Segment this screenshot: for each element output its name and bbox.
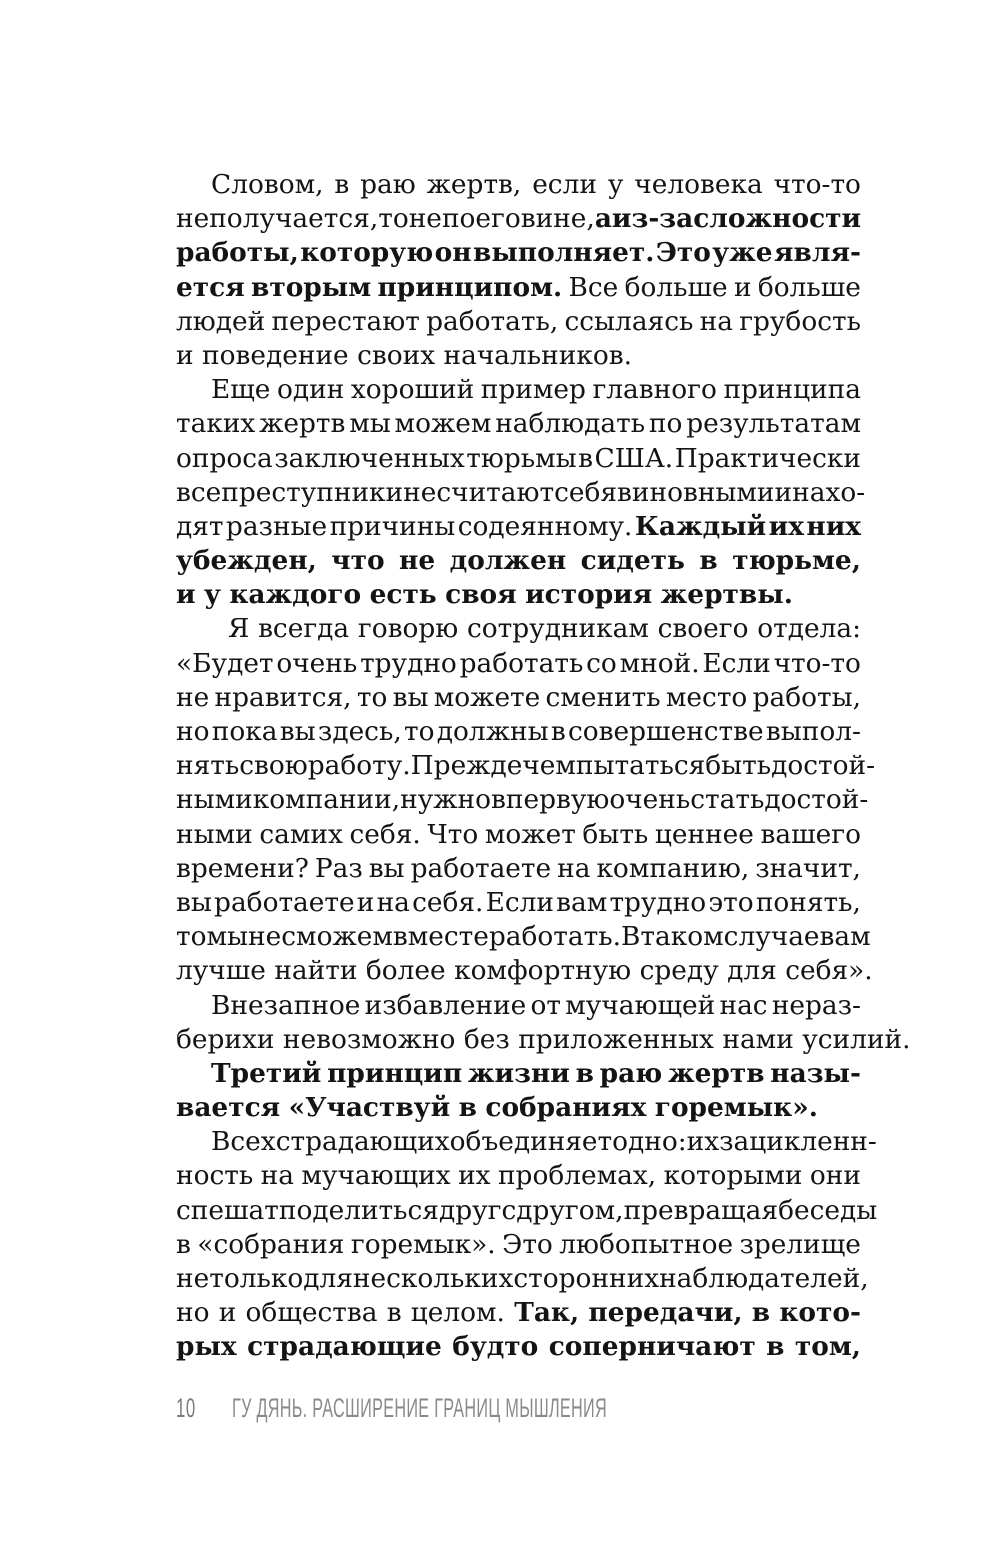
text-line (176, 202, 861, 236)
page-number: 10 (176, 1392, 196, 1423)
word: другом, (516, 1194, 624, 1226)
word: себя. (349, 818, 421, 850)
bold-word: соперничают (548, 1331, 756, 1363)
word: что-то (773, 647, 861, 679)
word: сторонних (513, 1263, 660, 1294)
word: нераз- (771, 989, 861, 1021)
word: перестают (271, 305, 420, 337)
word: место (665, 681, 748, 713)
word: вы (176, 886, 212, 918)
word: их (458, 1160, 491, 1192)
word: Всех (211, 1126, 276, 1158)
bold-word: жертвы. (660, 579, 793, 611)
word: таких (176, 408, 256, 440)
word: лучше (176, 955, 266, 987)
word: мной. (619, 647, 700, 679)
word: достой- (771, 750, 876, 782)
word: Если (485, 886, 554, 918)
word: «собрания (197, 1228, 345, 1260)
word: приложенных (518, 1023, 714, 1055)
bold-word: том, (794, 1331, 861, 1363)
word: страдающих (275, 1126, 450, 1158)
word: это (708, 886, 754, 918)
word: США. (594, 442, 674, 474)
word: без (463, 1023, 510, 1055)
bold-word: страдающие (247, 1331, 442, 1363)
word: В (621, 921, 641, 953)
word: не (248, 921, 282, 953)
bold-word: Это (655, 237, 711, 269)
word: очень (276, 647, 358, 679)
bold-word: убежден, (176, 545, 317, 577)
bold-word: работы, (176, 237, 299, 269)
word: их (686, 1126, 720, 1158)
word: компанию, (596, 852, 750, 884)
word: Раз (314, 852, 363, 884)
word: нравится, (214, 681, 352, 713)
bold-word: в (766, 1331, 785, 1363)
word: в (550, 716, 566, 747)
word: считают (436, 476, 555, 508)
word: и (774, 476, 793, 508)
word: превращая (623, 1194, 779, 1226)
word: и (218, 1297, 237, 1329)
text-line (176, 715, 861, 749)
text-line (176, 1262, 869, 1296)
word: и (356, 886, 375, 918)
bold-word: вторым (251, 271, 372, 303)
word: ность (176, 1160, 254, 1192)
bold-word: раю (599, 1057, 663, 1089)
word: значит, (755, 852, 861, 884)
word: сможем (281, 921, 393, 953)
word: нескольких (352, 1263, 514, 1294)
word: раю (360, 169, 416, 200)
word: усилий. (802, 1023, 911, 1055)
word: работу. (307, 750, 411, 782)
text-line (176, 1125, 877, 1159)
word: наблюдать (495, 408, 646, 440)
word: объединяет (449, 1126, 613, 1158)
word: самих (259, 818, 343, 850)
word: мучающей (565, 989, 716, 1021)
bold-word: принцип (327, 1057, 463, 1089)
bold-word: выполняет. (472, 237, 655, 269)
word: поведение (202, 339, 349, 371)
bold-word: сидеть (580, 545, 685, 577)
word: себя. (412, 886, 484, 918)
word: вине, (520, 203, 595, 235)
bold-word: у (204, 579, 221, 611)
word: своих (357, 339, 436, 371)
bold-word: в (699, 545, 718, 577)
word: от (530, 989, 562, 1021)
word: поделиться (278, 1194, 439, 1226)
word: пример (480, 374, 586, 406)
bold-word: ется (176, 271, 245, 303)
word: в (491, 784, 506, 816)
text-line (176, 647, 861, 681)
word: понять, (755, 886, 861, 918)
word: трудно (360, 647, 457, 679)
word: говорю (357, 613, 459, 645)
bold-word: уже (712, 237, 773, 269)
word: времени? (176, 852, 309, 884)
word: Еще (211, 374, 271, 406)
word: у (607, 169, 624, 200)
word: таком (640, 921, 724, 953)
page-footer (176, 1388, 857, 1428)
word: то (378, 203, 409, 235)
word: ными (176, 818, 253, 850)
word: можем (394, 408, 492, 440)
word: нять (176, 750, 240, 782)
word: друг (438, 1194, 502, 1226)
word: зацикленн- (719, 1126, 877, 1158)
word: содеянному. (457, 510, 633, 542)
text-line (176, 407, 861, 441)
word: но (176, 716, 210, 747)
text-line (176, 305, 861, 339)
bold-word: в (575, 1057, 594, 1089)
word: горемык». (350, 1228, 496, 1260)
bold-word: не (399, 545, 436, 577)
text-line (176, 578, 861, 612)
bold-word: тюрьме, (732, 545, 861, 577)
word: на (376, 886, 410, 918)
body-text (176, 168, 911, 1365)
text-line (176, 886, 861, 920)
word: проблемах, (497, 1160, 657, 1192)
word: принципа (723, 374, 861, 406)
word: ными (176, 784, 253, 816)
word: выпол- (765, 716, 861, 747)
text-line (176, 1296, 861, 1330)
word: хороший (350, 374, 475, 406)
word: случае (723, 921, 820, 953)
bold-word: кото- (779, 1297, 861, 1329)
word: не (403, 476, 437, 508)
text-line (176, 1194, 878, 1228)
word: они (809, 1160, 861, 1192)
word: со (586, 647, 617, 679)
text-line (176, 1159, 861, 1193)
word: не (176, 681, 210, 713)
word: наблюдателей, (659, 1263, 869, 1294)
bold-word: Каждый (634, 510, 767, 542)
word: вам (556, 886, 608, 918)
word: для (727, 955, 777, 987)
bold-word: которую (300, 237, 434, 269)
text-line (176, 1228, 861, 1262)
word: любопытное (559, 1228, 734, 1260)
word: достой- (764, 784, 869, 816)
bold-word: жертв (667, 1057, 765, 1089)
word: Внезапное (211, 989, 361, 1021)
word: нахо- (792, 476, 866, 508)
bold-word: есть (369, 579, 437, 611)
word: то (176, 921, 207, 953)
word: в (386, 1297, 402, 1329)
bold-word: должен (449, 545, 567, 577)
word: Это (502, 1228, 553, 1260)
bold-word: их (768, 510, 804, 542)
word: главного (592, 374, 717, 406)
word: можете (433, 681, 541, 713)
word: не (176, 1263, 210, 1294)
word: один (277, 374, 345, 406)
word: быть (705, 750, 772, 782)
word: грубость (739, 305, 861, 337)
text-line (176, 544, 861, 578)
word: вы (392, 681, 429, 713)
word: себя». (785, 955, 873, 987)
bold-word: передачи, (588, 1297, 743, 1329)
text-line (176, 852, 861, 886)
word: себя (554, 476, 618, 508)
text-line (176, 510, 861, 544)
bold-word: рых (176, 1331, 237, 1363)
bold-word: Третий (211, 1057, 322, 1089)
word: первую (505, 784, 610, 816)
text-line (176, 954, 873, 988)
word: общества (245, 1297, 378, 1329)
text-line (176, 271, 861, 305)
text-line (176, 1057, 861, 1091)
word: нас (719, 989, 768, 1021)
word: совершенстве (568, 716, 764, 747)
text-line (176, 339, 861, 373)
word: беседы (778, 1194, 878, 1226)
word: на (557, 852, 591, 884)
word: здесь, (317, 716, 402, 747)
word: тюрьмы (466, 442, 577, 474)
word: которыми (663, 1160, 803, 1192)
text-line (176, 749, 876, 783)
word: работаете (214, 886, 355, 918)
word: по (648, 408, 683, 440)
word: мы (349, 408, 391, 440)
bold-word: них (806, 510, 861, 542)
text-line (176, 168, 861, 202)
word: вы (279, 716, 316, 747)
word: дят (176, 510, 224, 542)
word: Я (228, 613, 250, 645)
bold-word: и (176, 579, 196, 611)
word: сменить (545, 681, 661, 713)
text-line (176, 236, 861, 270)
bold-word: а (594, 203, 612, 235)
bold-word: будто (452, 1331, 539, 1363)
word: Словом, (211, 169, 324, 200)
word: если (532, 169, 597, 200)
word: в (334, 169, 350, 200)
word: стать (690, 784, 765, 816)
word: сотрудникам (467, 613, 649, 645)
word: на (699, 305, 733, 337)
word: и (176, 339, 194, 371)
word: но (176, 1297, 210, 1329)
word: Все (568, 271, 619, 303)
word: людей (176, 305, 266, 337)
word: больше (757, 271, 861, 303)
word: начальников. (443, 339, 632, 371)
word: чем (522, 750, 576, 782)
word: невозможно (282, 1023, 456, 1055)
word: должны (436, 716, 549, 747)
bold-word: из-за (611, 203, 694, 235)
word: трудно (609, 886, 707, 918)
word: человека (634, 169, 763, 200)
text-line (176, 818, 861, 852)
word: работаете (410, 852, 552, 884)
word: быть (582, 818, 649, 850)
word: избавление (364, 989, 527, 1021)
word: нужно (400, 784, 491, 816)
text-line (176, 1023, 911, 1057)
word: компании, (252, 784, 401, 816)
bold-word: сложности (693, 203, 862, 235)
word: работать (459, 647, 584, 679)
text-line (176, 1091, 861, 1125)
word: спешат (176, 1194, 279, 1226)
word: Если (702, 647, 771, 679)
word: на (260, 1160, 294, 1192)
word: его (475, 203, 521, 235)
word: то (356, 681, 388, 713)
word: Прежде (410, 750, 523, 782)
word: вместе (392, 921, 489, 953)
word: работать. (488, 921, 622, 953)
word: больше (624, 271, 728, 303)
text-line (176, 989, 861, 1023)
bold-word: собраниях (485, 1092, 647, 1124)
bold-word: что (331, 545, 385, 577)
word: мучающих (301, 1160, 451, 1192)
text-line (176, 373, 861, 407)
running-title: ГУ ДЯНЬ. РАСШИРЕНИЕ ГРАНИЦ МЫШЛЕНИЯ (232, 1392, 607, 1423)
word: не (408, 203, 442, 235)
text-line (176, 783, 869, 817)
word: пока (211, 716, 278, 747)
word: найти (274, 955, 358, 987)
word: в (176, 1228, 191, 1260)
bold-word: горемык». (654, 1092, 818, 1124)
word: Что (427, 818, 479, 850)
word: более (365, 955, 446, 987)
word: Практически (674, 442, 861, 474)
word: среду (639, 955, 719, 987)
word: ссылаясь (564, 305, 694, 337)
bold-word: история (525, 579, 653, 611)
bold-word: он (434, 237, 472, 269)
word: только (209, 1263, 304, 1294)
word: что-то (773, 169, 861, 200)
text-line (176, 920, 871, 954)
text-line (176, 442, 861, 476)
word: опроса (176, 442, 273, 474)
word: всегда (258, 613, 350, 645)
bold-word: каждого (229, 579, 362, 611)
word: одно: (612, 1126, 687, 1158)
word: мы (206, 921, 249, 953)
bold-word: явля- (774, 237, 861, 269)
word: и (733, 271, 752, 303)
word: виновными (617, 476, 775, 508)
bold-word: «Участвуй (288, 1092, 451, 1124)
bold-word: Так, (514, 1297, 580, 1329)
bold-word: в (458, 1092, 477, 1124)
word: вашего (760, 818, 861, 850)
word: очень (609, 784, 691, 816)
bold-word: принципом. (377, 271, 563, 303)
word: работы, (752, 681, 861, 713)
word: в (578, 442, 594, 474)
bold-word: назы- (770, 1057, 861, 1089)
text-line (176, 1330, 861, 1364)
word: ценнее (654, 818, 754, 850)
word: причины (329, 510, 456, 542)
word: заключенных (274, 442, 465, 474)
word: свою (239, 750, 308, 782)
text-line (176, 612, 861, 646)
word: комфортную (454, 955, 632, 987)
word: то (404, 716, 435, 747)
word: своего (657, 613, 749, 645)
bold-word: жизни (467, 1057, 570, 1089)
word: жертв, (426, 169, 522, 200)
word: берихи (176, 1023, 275, 1055)
word: зрелище (739, 1228, 861, 1260)
word: по (441, 203, 476, 235)
word: работать, (426, 305, 559, 337)
word: может (484, 818, 576, 850)
word: нами (722, 1023, 794, 1055)
word: разные (225, 510, 328, 542)
word: с (501, 1194, 517, 1226)
text-line (176, 476, 866, 510)
bold-word: своя (445, 579, 517, 611)
bold-word: вается (176, 1092, 281, 1124)
word: отдела: (757, 613, 861, 645)
word: результатам (686, 408, 861, 440)
bold-word: в (751, 1297, 771, 1329)
word: «Будет (176, 647, 274, 679)
word: не (176, 203, 210, 235)
text-line (176, 681, 861, 715)
word: целом. (410, 1297, 505, 1329)
word: для (303, 1263, 353, 1294)
word: вы (368, 852, 405, 884)
word: жертв (259, 408, 346, 440)
word: преступники (221, 476, 404, 508)
word: все (176, 476, 222, 508)
word: пытаться (575, 750, 706, 782)
word: получается, (209, 203, 379, 235)
word: вам (819, 921, 871, 953)
